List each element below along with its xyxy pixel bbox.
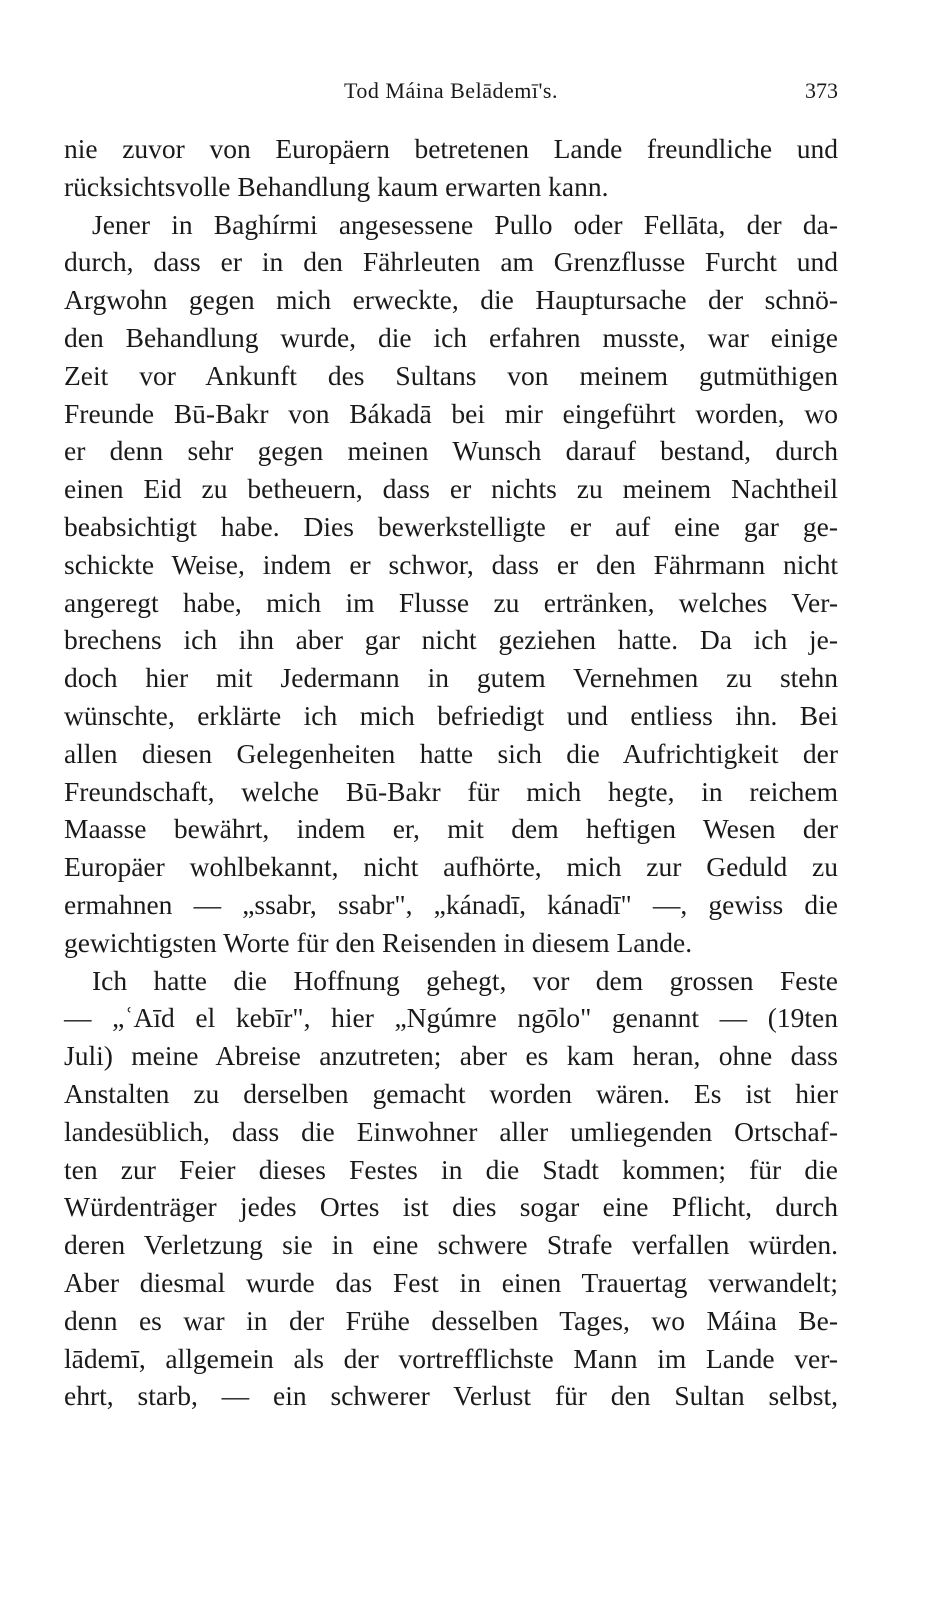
text-line: ehrt, starb, — ein schwerer Verlust für den Sultan selbst, bbox=[64, 1380, 838, 1412]
text-line: durch, dass er in den Fährleuten am Grenzflusse Furcht und bbox=[64, 246, 838, 278]
text-line: Anstalten zu derselben gemacht worden wären. Es ist hier bbox=[64, 1077, 838, 1109]
text-line: Argwohn gegen mich erweckte, die Hauptursache der schnö- bbox=[64, 284, 838, 316]
text-line: doch hier mit Jedermann in gutem Vernehmen zu stehn bbox=[64, 662, 838, 694]
running-title: Tod Máina Belādemī's. bbox=[344, 78, 558, 103]
text-line: schickte Weise, indem er schwor, dass er den Fährmann nicht bbox=[64, 548, 838, 580]
text-line: beabsichtigt habe. Dies bewerkstelligte er auf eine gar ge- bbox=[64, 510, 838, 542]
text-line: Jener in Baghírmi angesessene Pullo oder Fellāta, der da- bbox=[92, 208, 838, 240]
text-line: wünschte, erklärte ich mich befriedigt und entliess ihn. Bei bbox=[64, 699, 838, 731]
text-line: ermahnen — „ssabr, ssabr", „kánadī, kánadī" —, gewiss die bbox=[64, 888, 838, 920]
text-line: er denn sehr gegen meinen Wunsch darauf bestand, durch bbox=[64, 435, 838, 467]
text-line: Würdenträger jedes Ortes ist dies sogar eine Pflicht, durch bbox=[64, 1191, 838, 1223]
text-line: Aber diesmal wurde das Fest in einen Trauertag verwandelt; bbox=[64, 1266, 838, 1298]
text-line: — „ʿAīd el kebīr", hier „Ngúmre ngōlo" genannt — (19ten bbox=[64, 1002, 838, 1034]
text-line: gewichtigsten Worte für den Reisenden in diesem Lande. bbox=[64, 926, 693, 958]
text-line: brechens ich ihn aber gar nicht geziehen hatte. Da ich je- bbox=[64, 624, 838, 656]
text-line: einen Eid zu betheuern, dass er nichts zu meinem Nachtheil bbox=[64, 473, 838, 505]
text-line: Freundschaft, welche Bū-Bakr für mich hegte, in reichem bbox=[64, 775, 838, 807]
text-line: allen diesen Gelegenheiten hatte sich die Aufrichtigkeit der bbox=[64, 737, 838, 769]
text-line: Freunde Bū-Bakr von Bákadā bei mir eingeführt worden, wo bbox=[64, 397, 838, 429]
text-line: Ich hatte die Hoffnung gehegt, vor dem grossen Feste bbox=[92, 964, 838, 996]
page-header bbox=[64, 78, 838, 112]
text-line: Europäer wohlbekannt, nicht aufhörte, mich zur Geduld zu bbox=[64, 851, 838, 883]
page-number: 373 bbox=[805, 78, 838, 103]
text-line: nie zuvor von Europäern betretenen Lande freundliche und bbox=[64, 133, 838, 164]
text-line: ten zur Feier dieses Festes in die Stadt kommen; für die bbox=[64, 1153, 838, 1185]
text-line: Juli) meine Abreise anzutreten; aber es kam heran, ohne dass bbox=[64, 1040, 838, 1072]
text-line: Maasse bewährt, indem er, mit dem heftigen Wesen der bbox=[64, 813, 838, 845]
text-line: angeregt habe, mich im Flusse zu ertränken, welches Ver- bbox=[64, 586, 838, 618]
body-text bbox=[64, 130, 838, 1415]
text-line: deren Verletzung sie in eine schwere Strafe verfallen würden. bbox=[64, 1229, 838, 1261]
text-line: rücksichtsvolle Behandlung kaum erwarten kann. bbox=[64, 170, 609, 202]
text-line: den Behandlung wurde, die ich erfahren musste, war einige bbox=[64, 321, 838, 353]
text-line: landesüblich, dass die Einwohner aller umliegenden Ortschaf- bbox=[64, 1115, 838, 1147]
text-line: lādemī, allgemein als der vortrefflichste Mann im Lande ver- bbox=[64, 1342, 838, 1374]
text-line: Zeit vor Ankunft des Sultans von meinem gutmüthigen bbox=[64, 359, 838, 391]
text-line: denn es war in der Frühe desselben Tages, wo Máina Be- bbox=[64, 1304, 838, 1336]
